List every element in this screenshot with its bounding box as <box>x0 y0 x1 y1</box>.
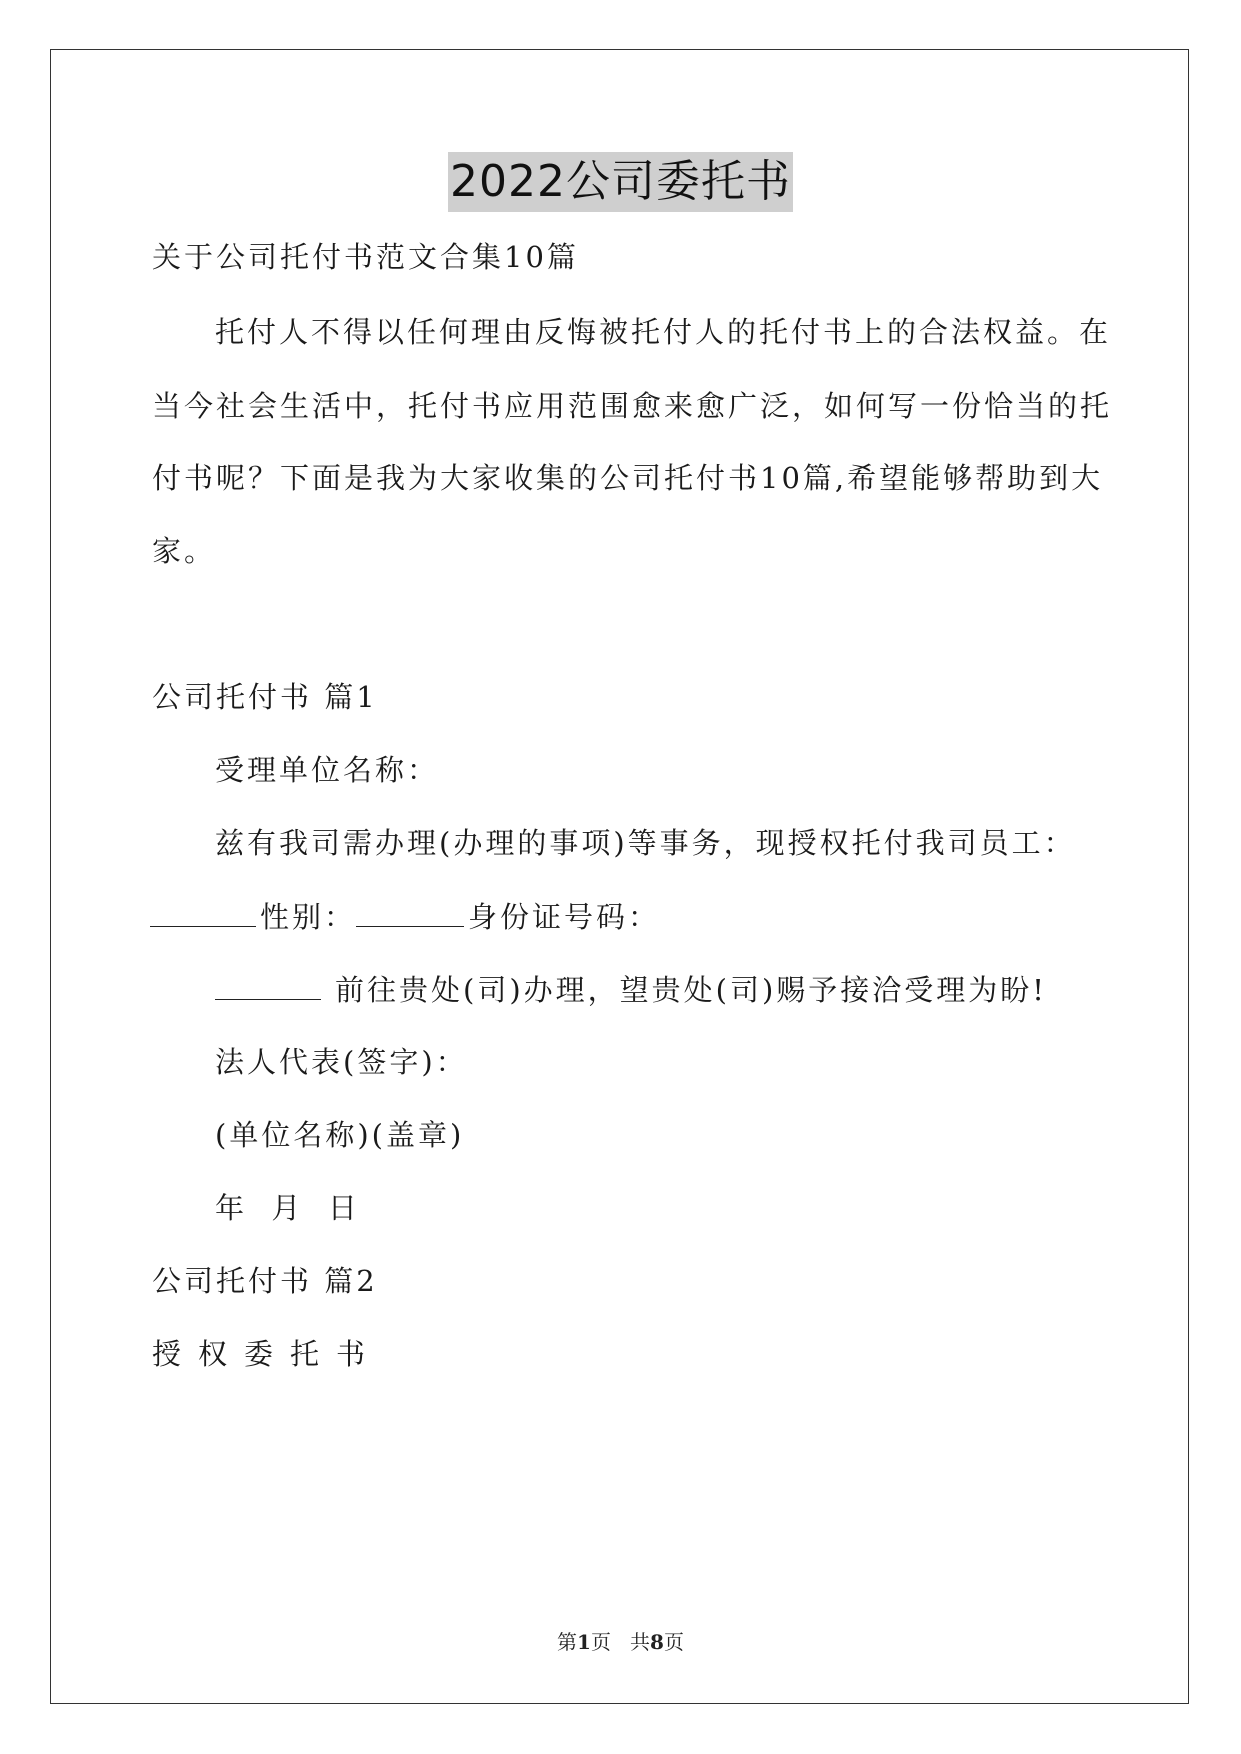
footer-mid: 页 共 <box>590 1630 651 1654</box>
footer-total-pages: 8 <box>650 1630 664 1654</box>
proceed-text: 前往贵处(司)办理，望贵处(司)赐予接洽受理为盼! <box>335 973 1047 1007</box>
document-subtitle: 关于公司托付书范文合集10篇 <box>152 240 579 274</box>
footer-suffix: 页 <box>663 1630 684 1654</box>
intro-line-1: 托付人不得以任何理由反悔被托付人的托付书上的合法权益。在 <box>215 315 1112 349</box>
section2-subheading: 授权委托书 <box>152 1337 383 1371</box>
section1-heading: 公司托付书 篇1 <box>152 680 378 714</box>
name-blank <box>150 896 256 927</box>
date-label: 年 月 日 <box>215 1191 360 1225</box>
intro-line-4: 家。 <box>152 534 217 568</box>
page-footer <box>0 1628 1241 1656</box>
legal-representative-label: 法人代表(签字)： <box>215 1045 468 1079</box>
footer-page-number: 1 <box>577 1630 591 1654</box>
document-title: 2022公司委托书 <box>448 152 793 212</box>
gender-label: 性别： <box>260 900 357 934</box>
id-number-blank <box>215 969 321 1000</box>
proceed-line <box>215 969 1155 1010</box>
authorize-line: 兹有我司需办理(办理的事项)等事务，现授权托付我司员工： <box>215 826 1076 860</box>
gender-blank <box>356 896 464 927</box>
title-container <box>0 152 1241 212</box>
unit-seal-label: (单位名称)(盖章) <box>215 1118 465 1152</box>
intro-line-3: 付书呢？下面是我为大家收集的公司托付书10篇,希望能够帮助到大 <box>152 461 1104 495</box>
receiving-unit-label: 受理单位名称： <box>215 753 440 787</box>
intro-line-2: 当今社会生活中，托付书应用范围愈来愈广泛，如何写一份恰当的托 <box>152 389 1113 423</box>
page-border <box>50 49 1189 1704</box>
footer-prefix: 第 <box>557 1630 578 1654</box>
section2-heading: 公司托付书 篇2 <box>152 1264 378 1298</box>
employee-info-line <box>150 896 1090 937</box>
id-number-label: 身份证号码： <box>468 900 661 934</box>
